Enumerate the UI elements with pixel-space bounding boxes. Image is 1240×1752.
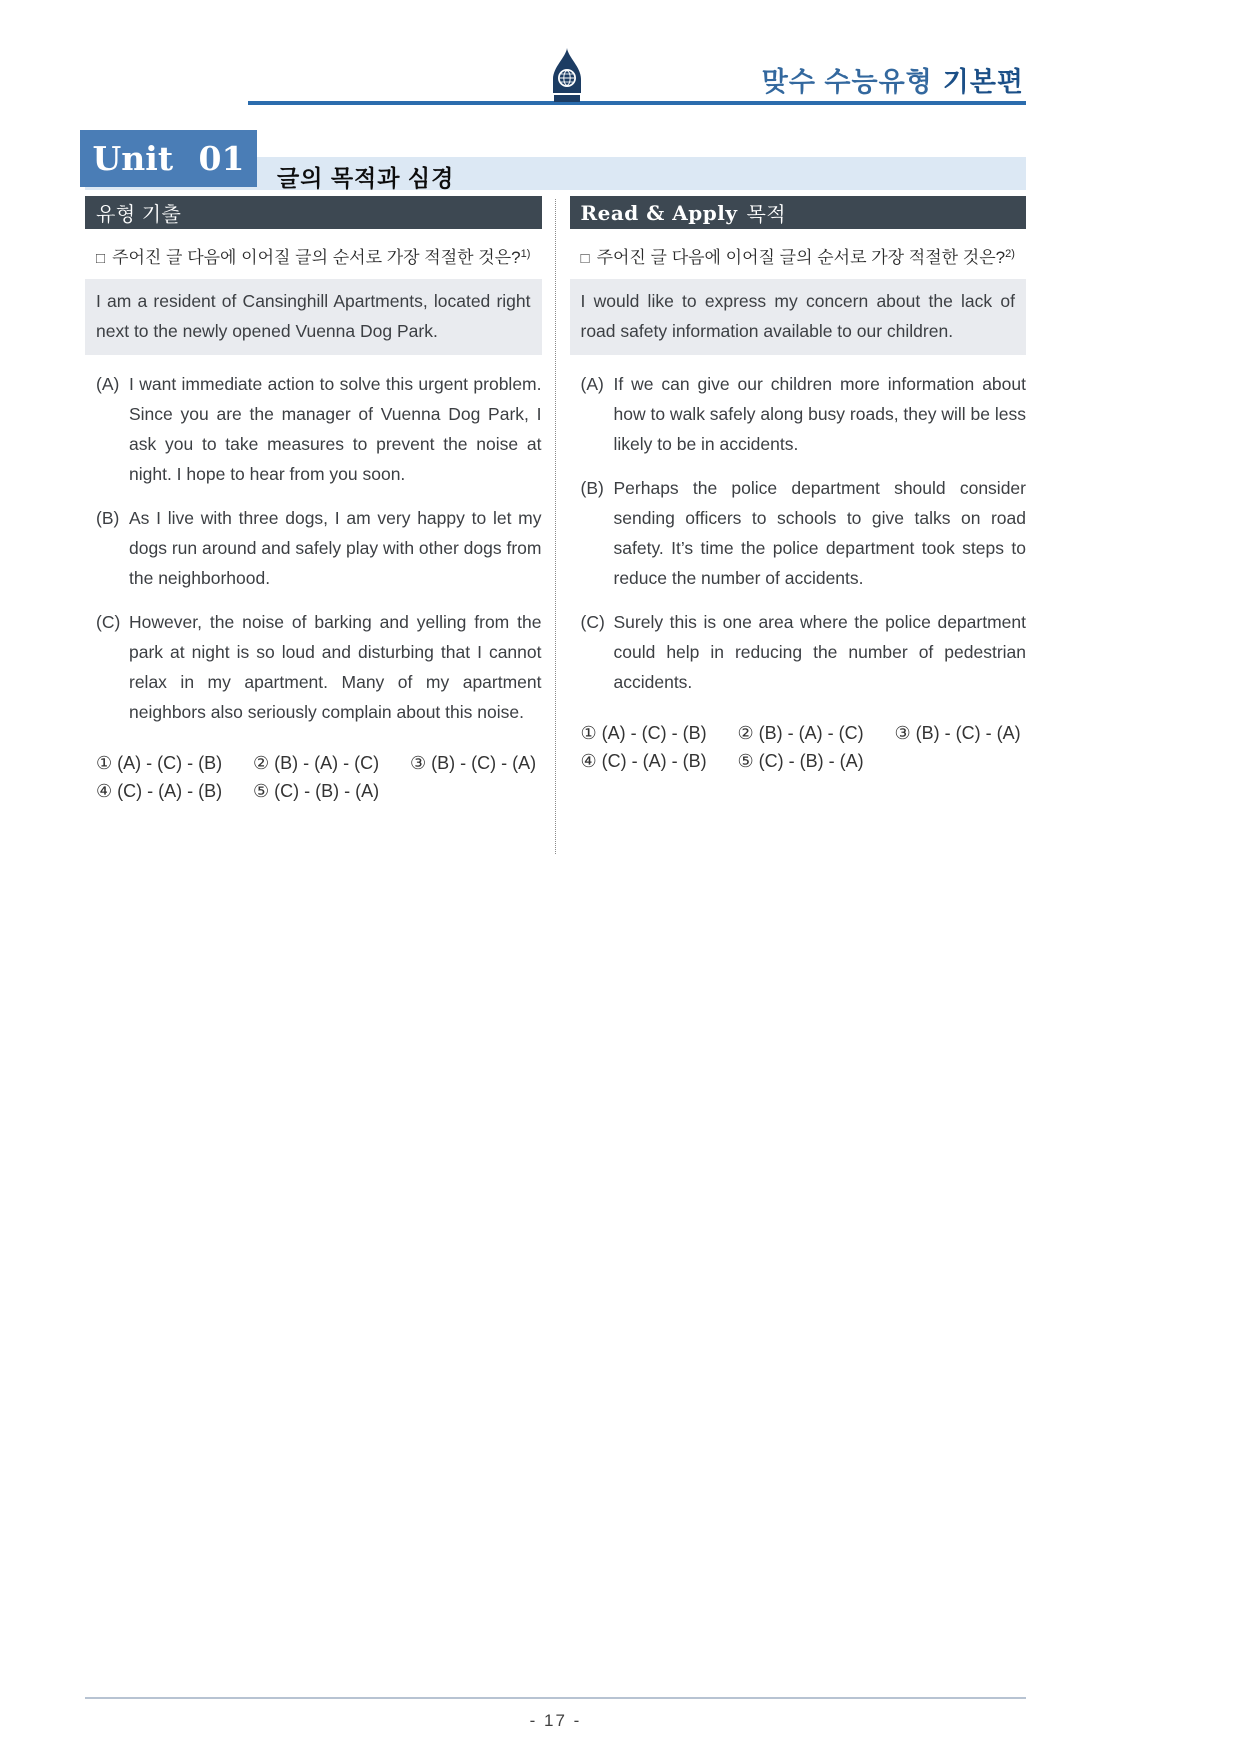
columns bbox=[85, 196, 1026, 802]
left-options bbox=[96, 753, 542, 802]
page-footer bbox=[85, 1697, 1026, 1731]
right-question bbox=[581, 243, 1027, 268]
paragraph-label: (C) bbox=[580, 612, 605, 632]
left-column bbox=[85, 196, 542, 802]
option-5: ⑤ (C) - (B) - (A) bbox=[737, 751, 864, 771]
paragraph-label: (B) bbox=[96, 508, 120, 528]
option-2: ② (B) - (A) - (C) bbox=[253, 753, 380, 773]
right-paragraph-b bbox=[570, 473, 1027, 593]
paragraph-label: (B) bbox=[580, 478, 604, 498]
right-section-title-ko: 목적 bbox=[746, 204, 787, 226]
pen-nib-globe-icon bbox=[547, 48, 587, 104]
checkbox-icon: □ bbox=[580, 250, 590, 267]
right-section-header bbox=[570, 196, 1027, 229]
header-divider bbox=[248, 101, 1026, 105]
brand-header bbox=[85, 0, 1026, 118]
left-paragraph-c bbox=[85, 607, 542, 727]
brand-title bbox=[762, 60, 1024, 99]
paragraph-text: Surely this is one area where the police department could help in reducing the number of pedestrian accidents. bbox=[613, 612, 1026, 692]
unit-banner bbox=[85, 130, 1026, 190]
left-paragraph-a bbox=[85, 369, 542, 489]
paragraph-text: I want immediate action to solve this urgent problem. Since you are the manager of Vuenna Dog Park, I ask you to take measures to prevent the noise at night. I hope to hear from you soon. bbox=[129, 374, 542, 484]
right-options bbox=[581, 723, 1027, 772]
page-content bbox=[85, 0, 1026, 802]
option-1: ① (A) - (C) - (B) bbox=[96, 753, 223, 773]
left-paragraph-b bbox=[85, 503, 542, 593]
footer-divider bbox=[85, 1697, 1026, 1699]
right-section-title-en: Read & Apply bbox=[580, 200, 738, 225]
right-passage-box: I would like to express my concern about the lack of road safety information available to our children. bbox=[570, 279, 1027, 355]
paragraph-text: However, the noise of barking and yelling from the park at night is so loud and disturbing that I cannot relax in my apartment. Many of my apartment neighbors also seriously complain about this noise. bbox=[129, 612, 542, 722]
paragraph-text: As I live with three dogs, I am very happy to let my dogs run around and safely play with other dogs from the neighborhood. bbox=[129, 508, 542, 588]
brand-title-regular: 맞수 수능유형 bbox=[761, 67, 933, 97]
brand-title-bold: 기본편 bbox=[942, 67, 1024, 97]
left-question-footnote: 1) bbox=[520, 248, 531, 260]
paragraph-label: (A) bbox=[96, 374, 120, 394]
right-paragraph-c bbox=[570, 607, 1027, 697]
left-question bbox=[96, 243, 542, 268]
left-passage-box: I am a resident of Cansinghill Apartments, located right next to the newly opened Vuenna Dog Park. bbox=[85, 279, 542, 355]
option-3: ③ (B) - (C) - (A) bbox=[410, 753, 537, 773]
paragraph-label: (A) bbox=[580, 374, 604, 394]
paragraph-label: (C) bbox=[96, 612, 121, 632]
right-question-footnote: 2) bbox=[1005, 248, 1015, 260]
right-paragraph-a bbox=[570, 369, 1027, 459]
option-4: ④ (C) - (A) - (B) bbox=[96, 781, 223, 801]
column-divider bbox=[555, 199, 556, 854]
paragraph-text: If we can give our children more information about how to walk safely along busy roads, they will be less likely to be in accidents. bbox=[613, 374, 1026, 454]
option-2: ② (B) - (A) - (C) bbox=[737, 723, 864, 743]
option-5: ⑤ (C) - (B) - (A) bbox=[253, 781, 380, 801]
left-section-title: 유형 기출 bbox=[96, 204, 182, 226]
unit-title: 글의 목적과 심경 bbox=[277, 165, 455, 191]
page-number: - 17 - bbox=[529, 1711, 582, 1730]
unit-label: Unit 01 bbox=[80, 130, 257, 187]
option-1: ① (A) - (C) - (B) bbox=[580, 723, 707, 743]
option-3: ③ (B) - (C) - (A) bbox=[894, 723, 1021, 743]
option-4: ④ (C) - (A) - (B) bbox=[580, 751, 707, 771]
right-column bbox=[570, 196, 1027, 802]
paragraph-text: Perhaps the police department should consider sending officers to schools to give talks on road safety. It’s time the police department took steps to reduce the number of accidents. bbox=[613, 478, 1026, 588]
right-question-text: 주어진 글 다음에 이어질 글의 순서로 가장 적절한 것은? bbox=[596, 248, 1006, 267]
checkbox-icon: □ bbox=[96, 250, 106, 267]
left-section-header bbox=[85, 196, 542, 229]
left-question-text: 주어진 글 다음에 이어질 글의 순서로 가장 적절한 것은? bbox=[112, 248, 521, 267]
